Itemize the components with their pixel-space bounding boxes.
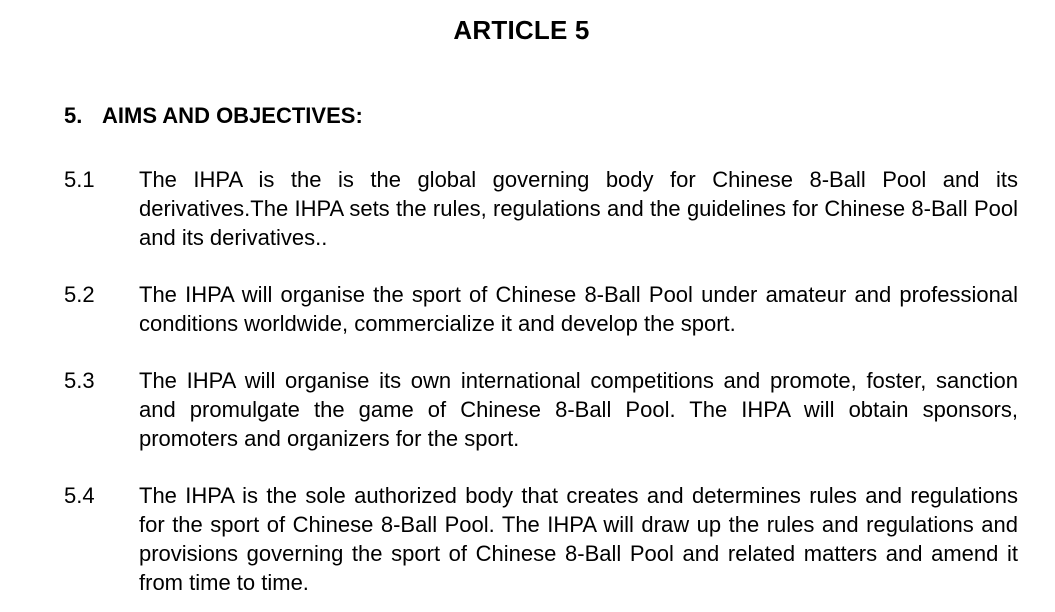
section-number: 5. (64, 103, 83, 128)
clause-number: 5.1 (64, 167, 95, 192)
clause-text: The IHPA is the is the global governing body for Chinese 8-Ball Pool and its derivatives.The IHPA sets the rules, regulations and the guidelines for Chinese 8-Ball Pool and its derivatives.. (139, 167, 1018, 250)
section-heading (64, 102, 363, 130)
clause-5-3 (64, 366, 1018, 453)
section-heading-text: AIMS AND OBJECTIVES: (102, 103, 363, 128)
clause-text: The IHPA will organise the sport of Chinese 8-Ball Pool under amateur and professional conditions worldwide, commercialize it and develop the sport. (139, 282, 1018, 336)
clause-5-4 (64, 481, 1018, 597)
clause-text: The IHPA will organise its own international competitions and promote, foster, sanction and promulgate the game of Chinese 8-Ball Pool. The IHPA will obtain sponsors, promoters and organizers for the sport. (139, 368, 1018, 451)
clause-number: 5.3 (64, 368, 95, 393)
clause-text: The IHPA is the sole authorized body that creates and determines rules and regulations for the sport of Chinese 8-Ball Pool. The IHPA will draw up the rules and regulations and provisions governing the sport of Chinese 8-Ball Pool and related matters and amend it from time to time. (139, 483, 1018, 595)
clause-number: 5.4 (64, 483, 95, 508)
clause-5-2 (64, 280, 1018, 338)
clause-5-1 (64, 165, 1018, 252)
clause-number: 5.2 (64, 282, 95, 307)
article-title: ARTICLE 5 (453, 15, 590, 45)
